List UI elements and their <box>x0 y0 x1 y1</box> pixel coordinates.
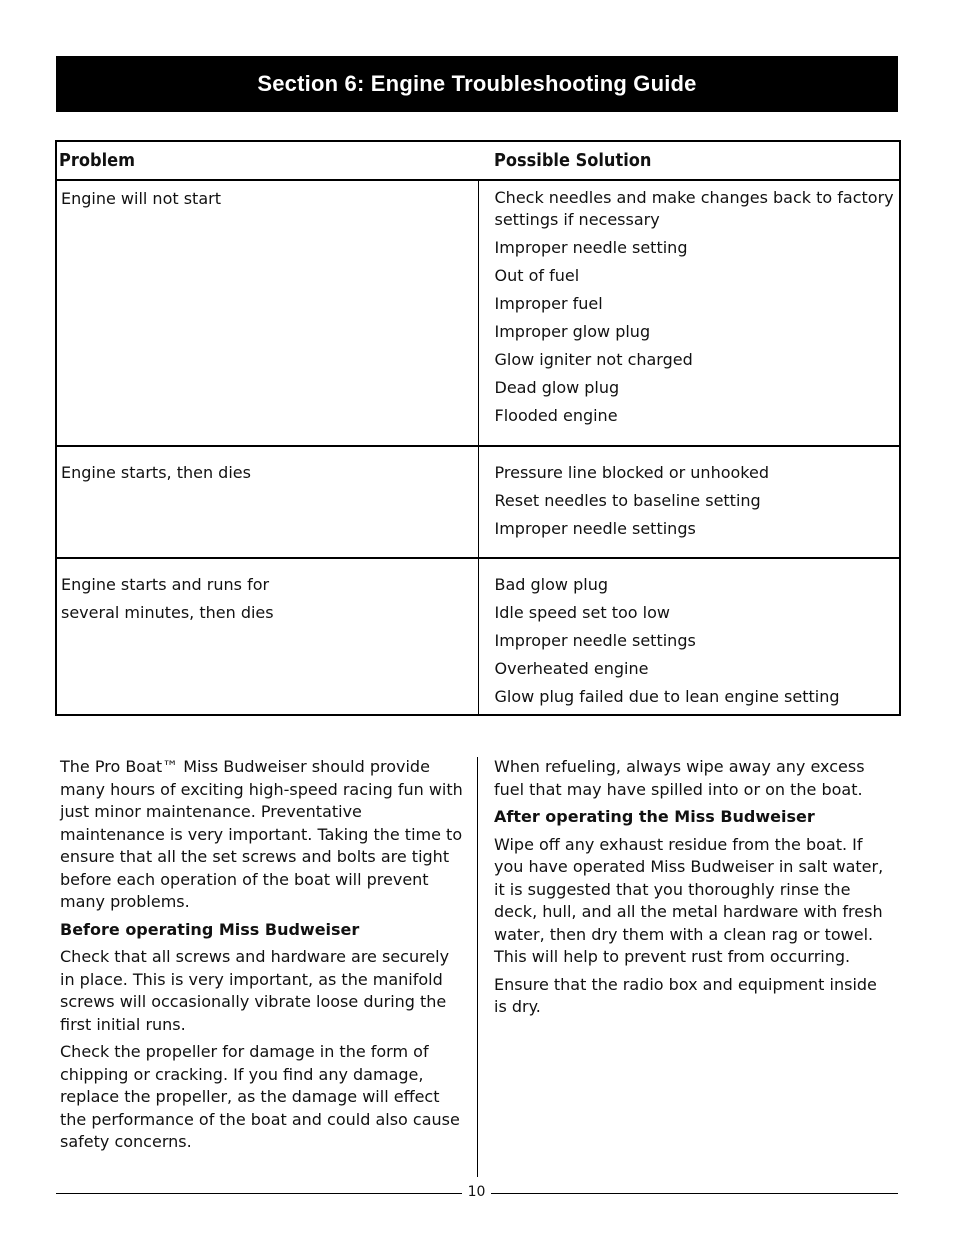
problem-cell <box>56 558 478 715</box>
problem-text: Engine starts, then dies <box>61 463 251 482</box>
page-number: 10 <box>467 1184 486 1200</box>
after-operating-para-radio-box: Ensure that the radio box and equipment inside is dry. <box>494 974 877 1016</box>
solution-item: Overheated engine <box>494 659 649 678</box>
solution-item: Bad glow plug <box>494 575 608 594</box>
solution-column-header: Possible Solution <box>478 141 900 180</box>
before-operating-heading: Before operating Miss Budweiser <box>60 919 360 939</box>
solution-item: Out of fuel <box>494 266 580 285</box>
solution-item: Pressure line blocked or unhooked <box>494 463 769 482</box>
solution-item: Improper fuel <box>494 294 603 313</box>
solution-item: Reset needles to baseline setting <box>494 491 761 510</box>
solution-item: Check needles and make changes back to factory settings if necessary <box>494 188 894 229</box>
footer-rule <box>56 1193 462 1194</box>
solution-item: Glow igniter not charged <box>494 350 693 369</box>
maintenance-right-column <box>494 756 894 1024</box>
solution-cell <box>478 446 900 558</box>
solution-item: Improper needle settings <box>494 631 696 650</box>
column-divider <box>477 757 478 1177</box>
table-row <box>56 558 900 715</box>
solution-item: Improper glow plug <box>494 322 651 341</box>
problem-text: Engine starts and runs for <box>61 575 270 594</box>
footer-rule <box>491 1193 898 1194</box>
table-row <box>56 180 900 446</box>
maintenance-left-column <box>60 756 468 1159</box>
table-row <box>56 446 900 558</box>
problem-text: several minutes, then dies <box>61 603 274 622</box>
before-operating-para-propeller: Check the propeller for damage in the form of chipping or cracking. If you find any damage, replace the propeller, as the damage will effect the performance of the boat and could also cause safety concerns. <box>60 1042 460 1151</box>
problem-cell <box>56 446 478 558</box>
after-operating-heading: After operating the Miss Budweiser <box>494 807 815 826</box>
solution-item: Improper needle setting <box>494 238 688 257</box>
problem-text: Engine will not start <box>61 189 221 208</box>
problem-cell <box>56 180 478 446</box>
maintenance-intro: The Pro Boat™ Miss Budweiser should provide many hours of exciting high-speed racing fun with just minor maintenance. Preventative maintenance is very important. Taking the time to ensure that all the set screws and bolts are tight before each operation of the boat will prevent many problems. <box>60 757 463 911</box>
table-header-row <box>56 141 900 180</box>
refueling-note: When refueling, always wipe away any excess fuel that may have spilled into or on the boat. <box>494 757 865 799</box>
solution-cell <box>478 180 900 446</box>
section-title-banner <box>56 56 898 112</box>
before-operating-para-screws: Check that all screws and hardware are securely in place. This is very important, as the manifold screws will occasionally vibrate loose during the first initial runs. <box>60 947 450 1034</box>
solution-item: Idle speed set too low <box>494 603 670 622</box>
solution-item: Improper needle settings <box>494 519 696 538</box>
section-title: Section 6: Engine Troubleshooting Guide <box>257 71 697 96</box>
solution-item: Dead glow plug <box>494 378 620 397</box>
troubleshooting-table <box>55 140 901 716</box>
solution-item: Glow plug failed due to lean engine setting <box>494 687 840 706</box>
solution-cell <box>478 558 900 715</box>
problem-column-header: Problem <box>56 141 478 180</box>
after-operating-para-cleaning: Wipe off any exhaust residue from the boat. If you have operated Miss Budweiser in salt water, it is suggested that you thoroughly rinse the deck, hull, and all the metal hardware with fresh water, then dry them with a clean rag or towel. This will help to prevent rust from occurring. <box>494 834 884 966</box>
solution-item: Flooded engine <box>494 406 618 425</box>
column-divider <box>478 559 479 689</box>
